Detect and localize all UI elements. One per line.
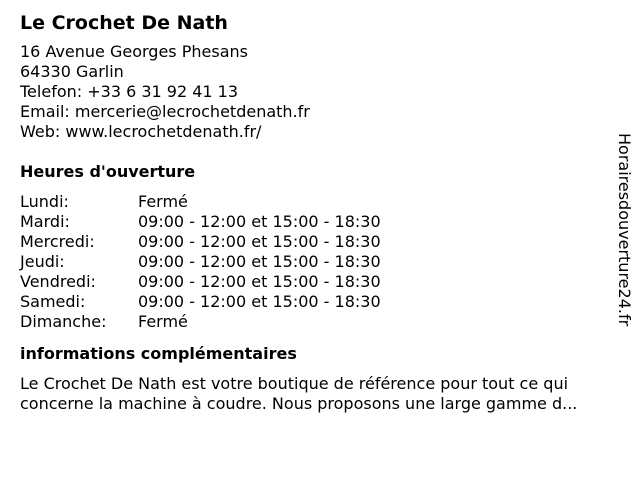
time-value: 09:00 - 12:00 et 15:00 - 18:30 — [138, 292, 381, 311]
web-line: Web: www.lecrochetdenath.fr/ — [20, 122, 262, 141]
hours-row-mardi — [20, 212, 610, 232]
hours-table — [20, 192, 610, 332]
time-value: 09:00 - 12:00 et 15:00 - 18:30 — [138, 212, 381, 231]
shop-title: Le Crochet De Nath — [20, 12, 228, 34]
time-value: Fermé — [138, 312, 188, 331]
day-label: Mercredi: — [20, 232, 95, 251]
phone-line: Telefon: +33 6 31 92 41 13 — [20, 82, 239, 101]
hours-row-mercredi — [20, 232, 610, 252]
time-value: 09:00 - 12:00 et 15:00 - 18:30 — [138, 252, 381, 271]
site-watermark: Horairesdouverture24.fr — [615, 133, 634, 327]
hours-row-jeudi — [20, 252, 610, 272]
day-label: Samedi: — [20, 292, 86, 311]
day-label: Jeudi: — [20, 252, 65, 271]
time-value: Fermé — [138, 192, 188, 211]
info-line-1: Le Crochet De Nath est votre boutique de référence pour tout ce qui — [20, 374, 569, 393]
info-description — [20, 374, 630, 414]
day-label: Mardi: — [20, 212, 70, 231]
email-line: Email: mercerie@lecrochetdenath.fr — [20, 102, 310, 121]
info-heading: informations complémentaires — [20, 344, 297, 363]
time-value: 09:00 - 12:00 et 15:00 - 18:30 — [138, 232, 381, 251]
address-city: 64330 Garlin — [20, 62, 124, 81]
address-street: 16 Avenue Georges Phesans — [20, 42, 248, 61]
hours-row-vendredi — [20, 272, 610, 292]
shop-card — [20, 10, 610, 414]
time-value: 09:00 - 12:00 et 15:00 - 18:30 — [138, 272, 381, 291]
hours-row-samedi — [20, 292, 610, 312]
day-label: Dimanche: — [20, 312, 107, 331]
info-line-2: concerne la machine à coudre. Nous proposons une large gamme d... — [20, 394, 578, 413]
day-label: Vendredi: — [20, 272, 96, 291]
hours-heading: Heures d'ouverture — [20, 162, 196, 181]
hours-row-dimanche — [20, 312, 610, 332]
day-label: Lundi: — [20, 192, 69, 211]
address-block — [20, 42, 610, 142]
hours-row-lundi — [20, 192, 610, 212]
